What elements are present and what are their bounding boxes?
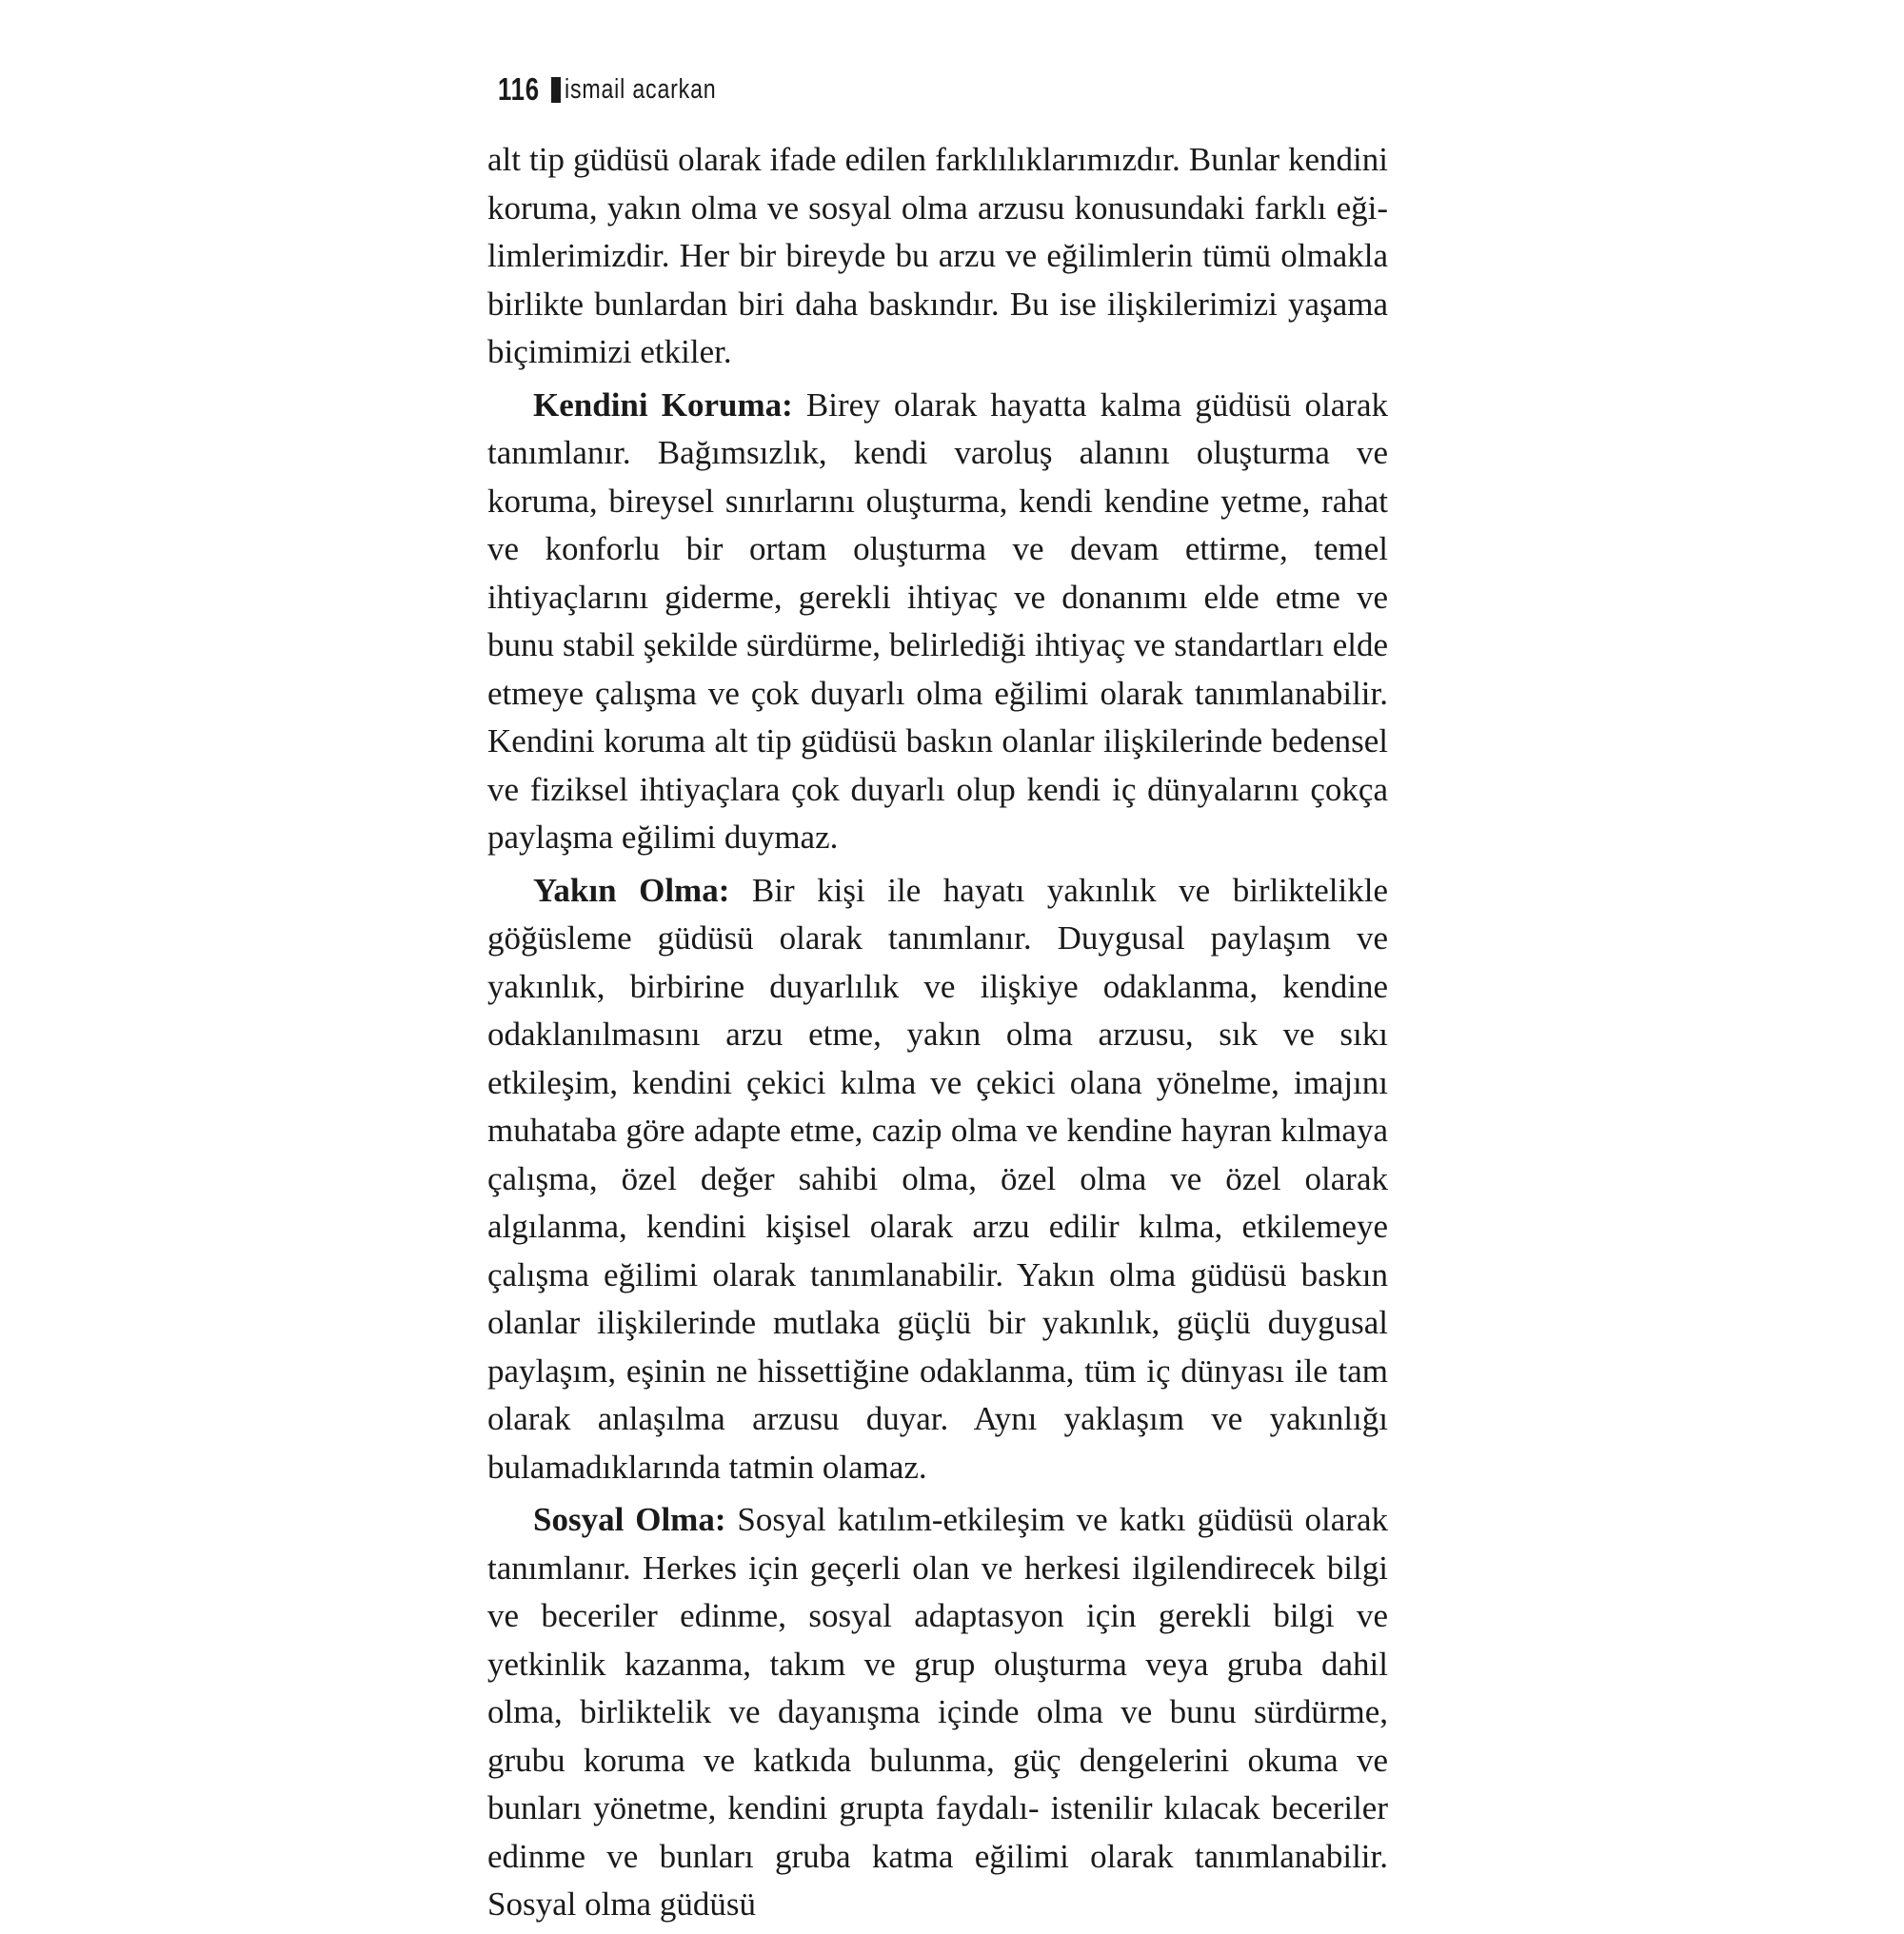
paragraph-text: Birey olarak hayatta kalma güdüsü olarak tanımlanır. Bağımsızlık, kendi varoluş alanını oluşturma ve koruma, bireysel sınırlarını oluşturma, kendi kendine yetme, rahat ve konforlu bir ortam oluşturma ve devam ettirme, temel ihtiyaçlarını giderme, gerekli ihtiyaç ve donanımı elde etme ve bunu stabil şekilde sürdürme, belirlediği ihtiyaç ve standartları elde etmeye çalışma ve çok duyarlı olma eğilimi olarak tanımlanabilir. Kendini koruma alt tip güdüsü baskın olanlar ilişkilerinde bedensel ve fiziksel ihtiyaçlara çok duyarlı olup kendi iç dünyalarını çokça paylaşma eğilimi duymaz. bbox=[487, 385, 1388, 856]
paragraph-text: Bir kişi ile hayatı yakınlık ve birliktelikle göğüsleme güdüsü olarak tanımlanır. Duygusal paylaşım ve yakınlık, birbirine duyarlılık ve ilişkiye odaklanma, kendine odaklanılmasını arzu etme, yakın olma arzusu, sık ve sıkı etkileşim, kendini çekici kılma ve çekici olana yönelme, imajını muhataba göre adapte etme, cazip olma ve kendine hayran kılmaya çalışma, özel değer sahibi olma, özel olma ve özel olarak algılanma, kendini kişisel olarak arzu edilir kılma, etkilemeye çalışma eğilimi olarak tanımlanabilir. Yakın olma güdüsü baskın olanlar ilişkilerinde mutlaka güçlü bir yakınlık, güçlü duygusal paylaşım, eşinin ne hissettiğine odaklanma, tüm iç dünyası ile tam olarak anlaşılma arzusu duyar. Aynı yaklaşım ve yakınlığı bulamadıklarında tatmin olamaz. bbox=[487, 871, 1388, 1486]
paragraph-kendini-koruma bbox=[487, 382, 1388, 862]
paragraph-yakin-olma bbox=[487, 867, 1388, 1492]
author-name: ismail acarkan bbox=[565, 73, 717, 105]
paragraph-sosyal-olma bbox=[487, 1496, 1388, 1929]
term-heading: Kendini Koruma: bbox=[533, 385, 793, 424]
paragraph-intro bbox=[487, 136, 1388, 377]
term-heading: Sosyal Olma: bbox=[533, 1501, 726, 1538]
running-header bbox=[498, 70, 754, 109]
term-heading: Yakın Olma: bbox=[533, 871, 730, 909]
paragraph-text: alt tip güdüsü olarak ifade edilen farklılıklarımızdır. Bunlar kendini koruma, yakın olma ve sosyal olma arzusu konusundaki farklı eğilimlerimizdir. Her bir bireyde bu arzu ve eğilimlerin tümü olmakla birlikte bunlardan biri daha baskındır. Bu ise ilişkilerimizi yaşama biçimimizi etkiler. bbox=[487, 141, 1388, 370]
page-number: 116 bbox=[498, 71, 540, 107]
body-text bbox=[487, 136, 1388, 1934]
paragraph-text: Sosyal katılım-etkileşim ve katkı güdüsü olarak tanımlanır. Herkes için geçerli olan ve herkesi ilgilendirecek bilgi ve beceriler edinme, sosyal adaptasyon için gerekli bilgi ve yetkinlik kazanma, takım ve grup oluşturma veya gruba dahil olma, birliktelik ve dayanışma içinde olma ve bunu sürdürme, grubu koruma ve katkıda bulunma, güç dengelerini okuma ve bunları yönetme, kendini grupta faydalı- istenilir kılacak beceriler edinme ve bunları gruba katma eğilimi olarak tanımlanabilir. Sosyal olma güdüsü bbox=[487, 1501, 1388, 1923]
header-divider-bar bbox=[551, 77, 561, 103]
